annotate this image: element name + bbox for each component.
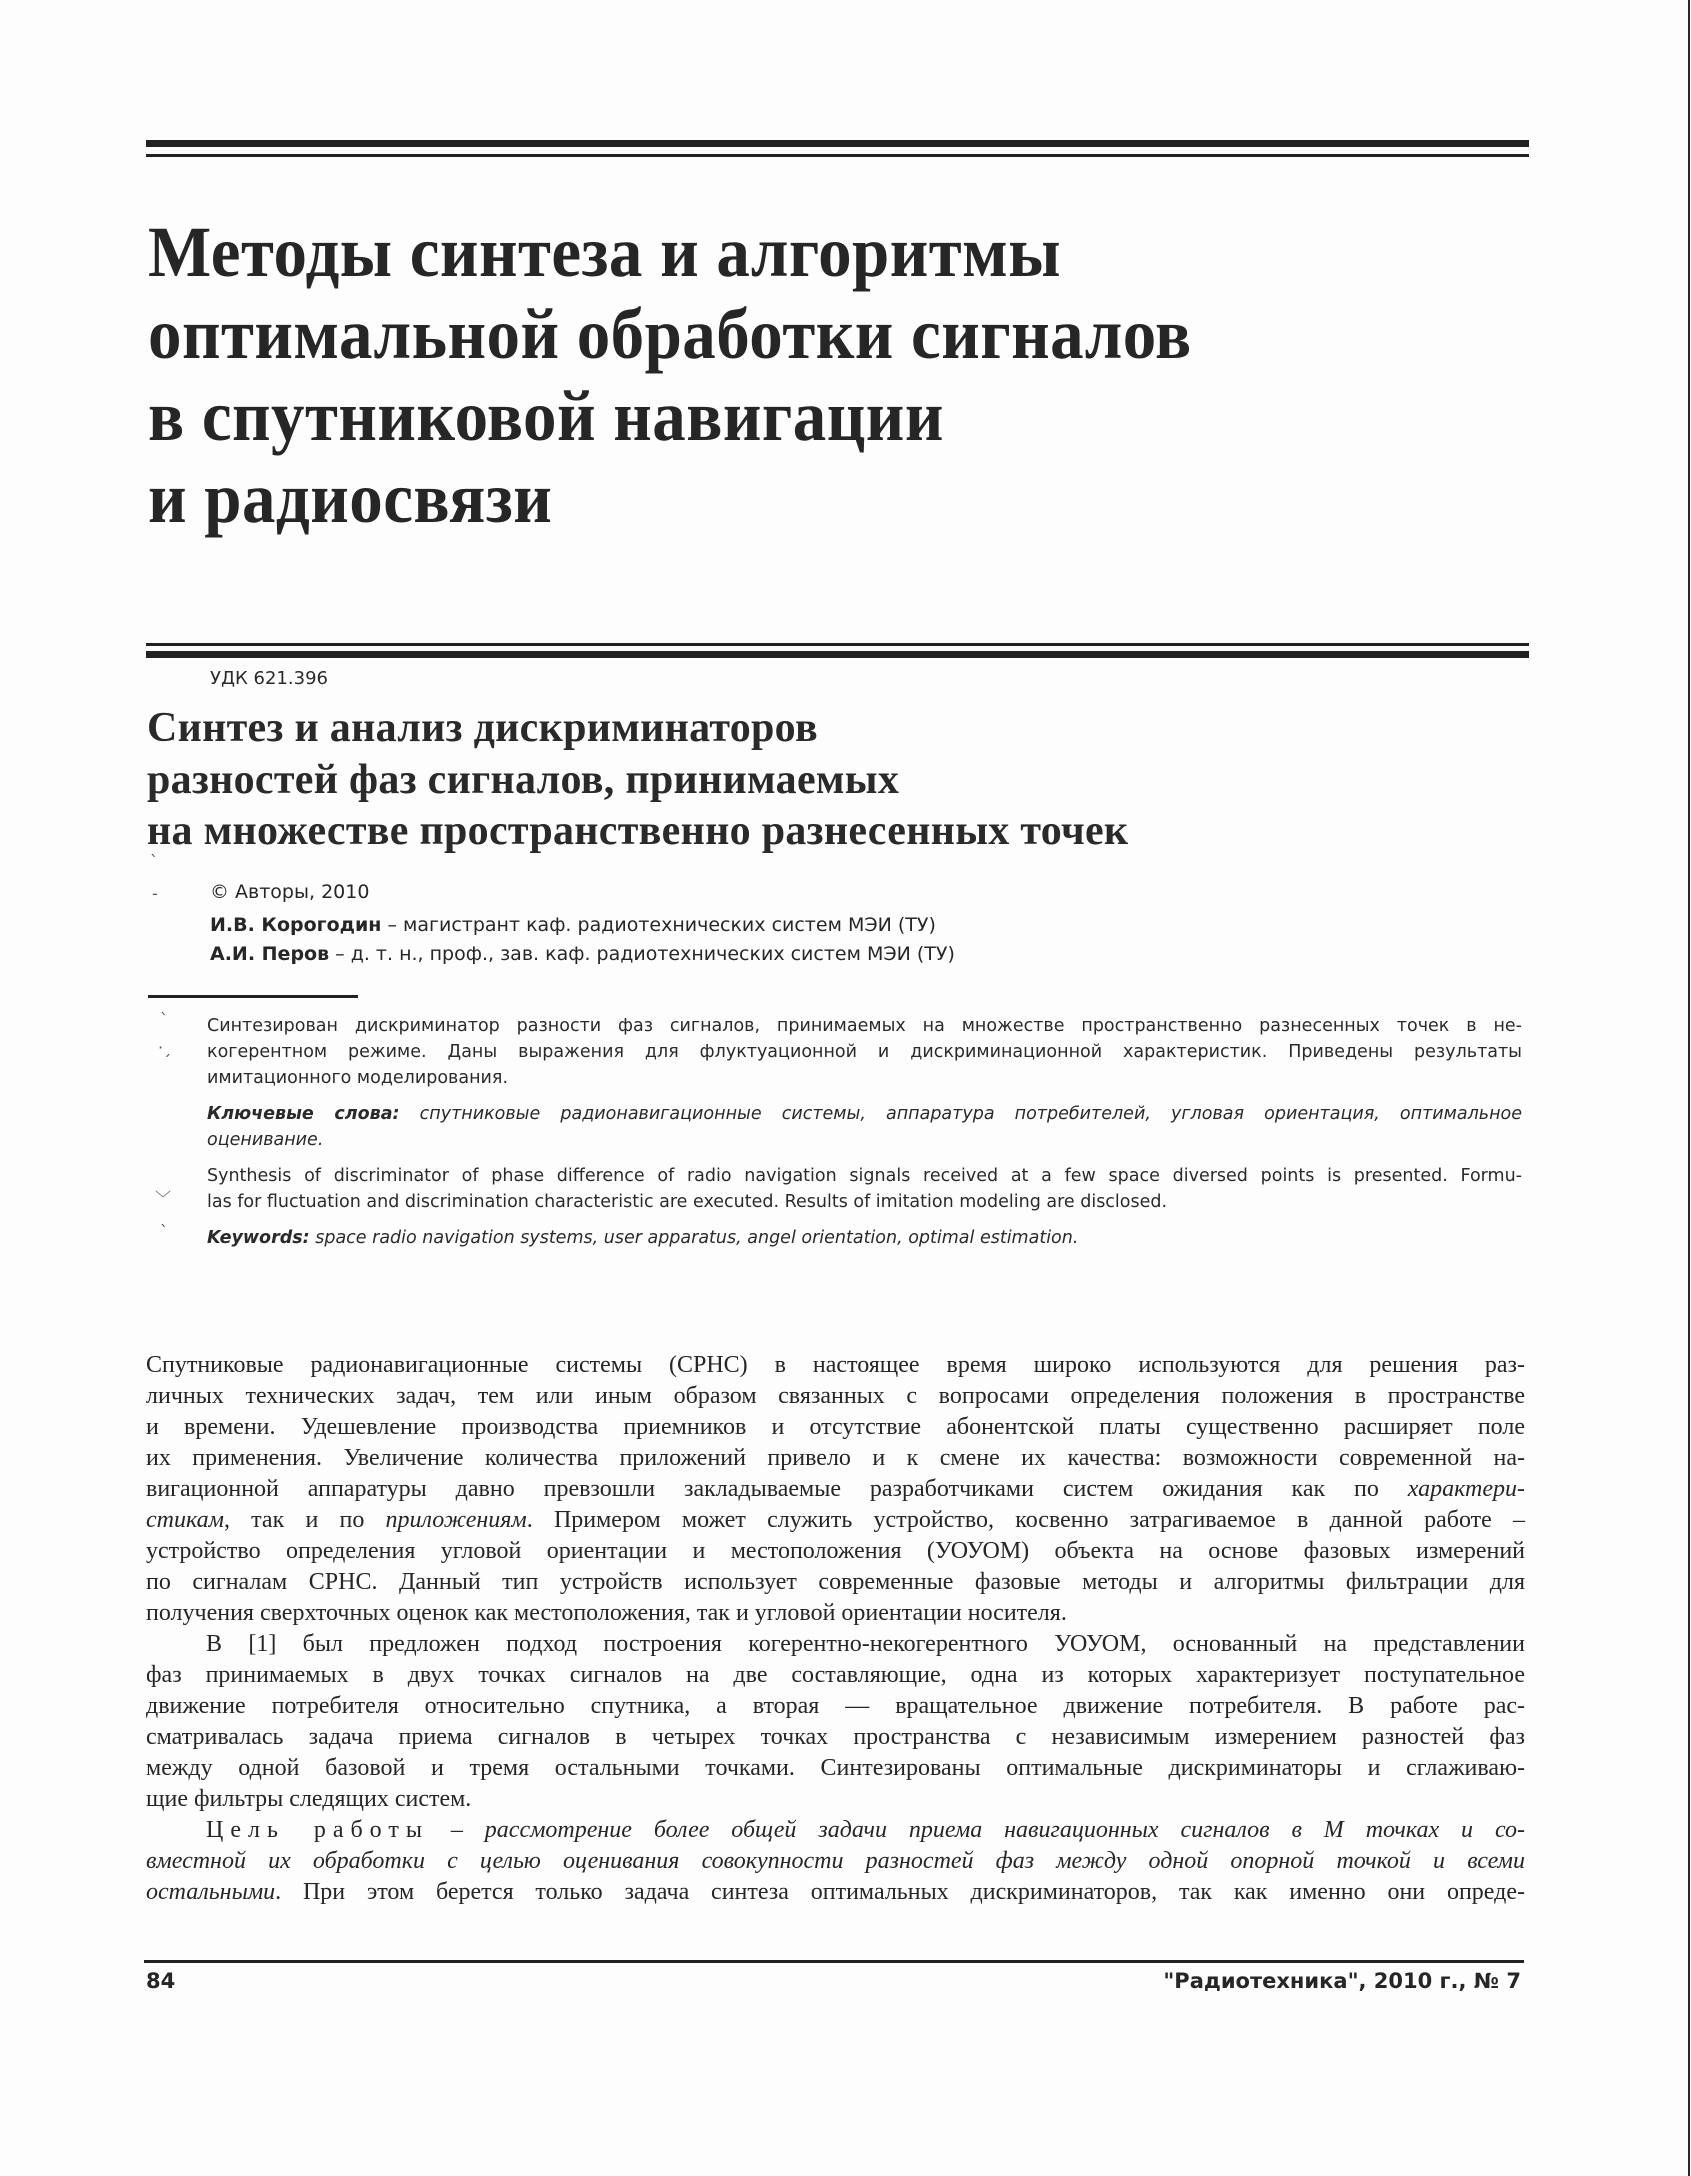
body-text: . При этом берется только задача синтеза оптимальных дискриминаторов, так как именно они опреде- (275, 1879, 1525, 1905)
body-line (146, 1505, 1525, 1535)
abstract-en-line: las for fluctuation and discrimination characteristic are executed. Results of imitation modeling are disclosed. (207, 1192, 1168, 1212)
body-text: , так и по (223, 1507, 386, 1533)
scan-mark: ·ˏ (158, 1038, 172, 1057)
body-emphasis: вместной их обработки с целью оценивания совокупности разностей фаз между одной опорной точкой и всеми (146, 1848, 1525, 1874)
body-line (146, 1846, 1525, 1876)
author-name: И.В. Корогодин (210, 914, 382, 936)
section-title-line: и радиосвязи (148, 458, 553, 538)
body-line: движение потребителя относительно спутника, а вторая — вращательное движение потребителя. В работе рас- (146, 1693, 1525, 1719)
body-line: Спутниковые радионавигационные системы (СРНС) в настоящее время широко используются для решения раз- (146, 1352, 1525, 1378)
body-emphasis: приложениям (385, 1507, 527, 1533)
body-line: по сигналам СРНС. Данный тип устройств использует современные фазовые методы и алгоритмы фильтрации для (146, 1569, 1525, 1595)
keywords-ru-text: спутниковые радионавигационные системы, аппаратура потребителей, угловая ориентация, оптимальное (399, 1104, 1522, 1124)
body-line (146, 1877, 1525, 1907)
scan-mark: ˋ (160, 1222, 168, 1241)
keywords-en-text: space radio navigation systems, user apparatus, angel orientation, optimal estimation. (309, 1228, 1079, 1248)
section-title-line: Методы синтеза и алгоритмы (148, 212, 1061, 292)
body-line (146, 1474, 1525, 1504)
body-line: личных технических задач, тем или иным образом связанных с вопросами определения положения в пространстве (146, 1383, 1525, 1409)
scan-mark: ` (150, 852, 158, 871)
abstract-rule (148, 995, 358, 998)
article-rule-thick (146, 651, 1529, 658)
author-name: А.И. Перов (210, 943, 330, 965)
article-title-line: Синтез и анализ дискриминаторов (147, 705, 818, 751)
abstract-ru-line: когерентном режиме. Даны выражения для флуктуационной и дискриминационной характеристик. Приведены результаты (207, 1042, 1522, 1062)
footer-rule (144, 1960, 1524, 1963)
page-number: 84 (146, 1969, 176, 1993)
header-rule-thick (146, 140, 1529, 147)
section-title-line: оптимальной обработки сигналов (148, 294, 1192, 374)
body-line: между одной базовой и тремя остальными точками. Синтезированы оптимальные дискриминаторы и сглаживаю- (146, 1755, 1525, 1781)
abstract-ru-line: Синтезирован дискриминатор разности фаз сигналов, принимаемых на множестве пространственно разнесенных точек в не- (207, 1016, 1522, 1036)
author-line (210, 913, 936, 937)
body-emphasis: – рассмотрение более общей задачи приема навигационных сигналов в M точках и со- (428, 1817, 1525, 1843)
body-line: получения сверхточных оценок как местоположения, так и угловой ориентации носителя. (146, 1600, 1067, 1626)
keywords-ru-text: оценивание. (207, 1130, 324, 1150)
abstract-en-line: Synthesis of discriminator of phase difference of radio navigation signals received at a few space diversed points is presented. Formu- (207, 1166, 1522, 1186)
body-line: устройство определения угловой ориентации и местоположения (УОУОМ) объекта на основе фазовых измерений (146, 1538, 1525, 1564)
author-affiliation: – магистрант каф. радиотехнических систем МЭИ (ТУ) (381, 914, 936, 936)
keywords-en-label: Keywords: (207, 1228, 310, 1248)
udk-code: УДК 621.396 (210, 668, 328, 689)
scan-mark: ˋ (160, 1010, 168, 1029)
abstract-ru-line: имитационного моделирования. (207, 1068, 509, 1088)
body-line: фаз принимаемых в двух точках сигналов на две составляющие, одна из которых характеризует поступательное (146, 1662, 1525, 1688)
body-line: В [1] был предложен подход построения когерентно-некогерентного УОУОМ, основанный на представлении (206, 1631, 1525, 1657)
body-text: . Примером может служить устройство, косвенно затрагиваемое в данной работе – (526, 1507, 1525, 1533)
article-rule-thin (146, 643, 1529, 646)
body-line (146, 1815, 1525, 1845)
scan-mark: ﹀ (155, 1189, 172, 1208)
body-line: щие фильтры следящих систем. (146, 1786, 472, 1812)
body-emphasis: стикам (146, 1507, 224, 1533)
journal-name: "Радиотехника", 2010 г., № 7 (1163, 1969, 1521, 1993)
section-title-line: в спутниковой навигации (148, 376, 944, 456)
body-line: сматривалась задача приема сигналов в четырех точках пространства с независимым измерением разностей фаз (146, 1724, 1525, 1750)
body-line: их применения. Увеличение количества приложений привело и к смене их качества: возможности современной на- (146, 1445, 1525, 1471)
article-title-line: разностей фаз сигналов, принимаемых (147, 757, 900, 803)
header-rule-thin (146, 154, 1529, 157)
body-line: и времени. Удешевление производства приемников и отсутствие абонентской платы существенно расширяет поле (146, 1414, 1525, 1440)
keywords-ru-cont (207, 1128, 1522, 1152)
scan-mark: - (152, 884, 158, 903)
article-title-line: на множестве пространственно разнесенных точек (147, 808, 1129, 854)
goal-lead: Цель работы (206, 1817, 429, 1843)
author-affiliation: – д. т. н., проф., зав. каф. радиотехнических систем МЭИ (ТУ) (329, 943, 955, 965)
copyright: © Авторы, 2010 (210, 881, 370, 903)
keywords-en (207, 1226, 1522, 1250)
keywords-ru (207, 1102, 1522, 1126)
keywords-ru-label: Ключевые слова: (207, 1104, 400, 1124)
author-line (210, 942, 955, 966)
page-edge (1688, 0, 1690, 2176)
body-emphasis: характери- (1407, 1476, 1525, 1502)
body-text: вигационной аппаратуры давно превзошли закладываемые разработчиками систем ожидания как по (146, 1476, 1408, 1502)
body-emphasis: остальными (146, 1879, 276, 1905)
